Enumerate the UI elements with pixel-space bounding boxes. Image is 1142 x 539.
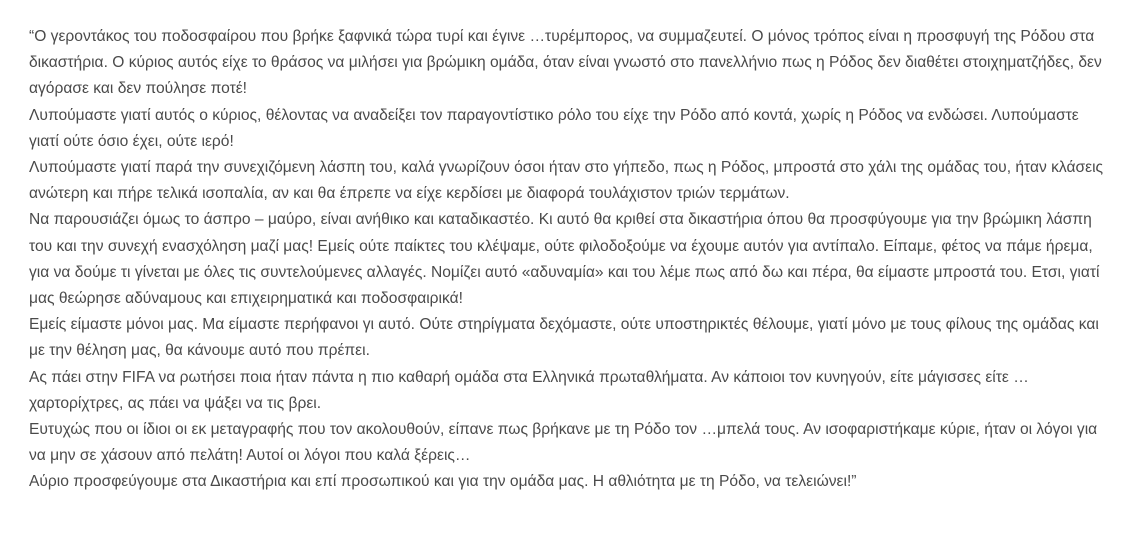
paragraph: Εμείς είμαστε μόνοι μας. Μα είμαστε περήφανοι γι αυτό. Ούτε στηρίγματα δεχόμαστε, ούτε υποστηρικτές θέλουμε, γιατί μόνο με τους φίλους της ομάδας και με την θέληση μας, θα κάνουμε αυτό που πρέπει. bbox=[29, 316, 1099, 360]
paragraph: Αύριο προσφεύγουμε στα Δικαστήρια και επί προσωπικού και για την ομάδα μας. Η αθλιότητα με τη Ρόδο, να τελειώνει!” bbox=[29, 473, 857, 491]
paragraph: Λυπούμαστε γιατί παρά την συνεχιζόμενη λάσπη του, καλά γνωρίζουν όσοι ήταν στο γήπεδο, πως η Ρόδος, μπροστά στο χάλι της ομάδας του, ήταν κλάσεις ανώτερη και πήρε τελικά ισοπαλία, αν και θα έπρεπε να είχε κερδίσει με διαφορά τουλάχιστον τριών τερμάτων. bbox=[29, 159, 1104, 203]
article-body bbox=[29, 24, 1109, 496]
paragraph: Να παρουσιάζει όμως το άσπρο – μαύρο, είναι ανήθικο και καταδικαστέο. Κι αυτό θα κριθεί στα δικαστήρια όπου θα προσφύγουμε για την βρώμικη λάσπη του και την συνεχή ενασχόληση μαζί μας! Εμείς ούτε παίκτες του κλέψαμε, ούτε φιλοδοξούμε να έχουμε αυτόν για αντίπαλο. Είπαμε, φέτος να πάμε ήρεμα, για να δούμε τι γίνεται με όλες τις συντελούμενες αλλαγές. Νομίζει αυτό «αδυναμία» και του λέμε πως από δω και πέρα, θα είμαστε μπροστά του. Ετσι, γιατί μας θεώρησε αδύναμους και επιχειρηματικά και ποδοσφαιρικά! bbox=[29, 211, 1100, 308]
paragraph: “Ο γεροντάκος του ποδοσφαίρου που βρήκε ξαφνικά τώρα τυρί και έγινε …τυρέμπορος, να συμμαζευτεί. Ο μόνος τρόπος είναι η προσφυγή της Ρόδου στα δικαστήρια. Ο κύριος αυτός είχε το θράσος να μιλήσει για βρώμικη ομάδα, όταν είναι γνωστό στο πανελλήνιο πως η Ρόδος δεν διαθέτει στοιχηματζήδες, δεν αγόρασε και δεν πούλησε ποτέ! bbox=[29, 28, 1102, 98]
paragraph: Ευτυχώς που οι ίδιοι οι εκ μεταγραφής που τον ακολουθούν, είπανε πως βρήκανε με τη Ρόδο τον …μπελά τους. Αν ισοφαριστήκαμε κύριε, ήταν οι λόγοι για να μην σε χάσουν από πελάτη! Αυτοί οι λόγοι που καλά ξέρεις… bbox=[29, 421, 1098, 465]
paragraph: Λυπούμαστε γιατί αυτός ο κύριος, θέλοντας να αναδείξει τον παραγοντίστικο ρόλο του είχε την Ρόδο από κοντά, χωρίς η Ρόδος να ενδώσει. Λυπούμαστε γιατί ούτε όσιο έχει, ούτε ιερό! bbox=[29, 106, 1079, 150]
paragraph: Ας πάει στην FIFA να ρωτήσει ποια ήταν πάντα η πιο καθαρή ομάδα στα Ελληνικά πρωταθλήματα. Αν κάποιοι τον κυνηγούν, είτε μάγισσες είτε …χαρτορίχτρες, ας πάει να ψάξει να τις βρει. bbox=[29, 368, 1029, 412]
